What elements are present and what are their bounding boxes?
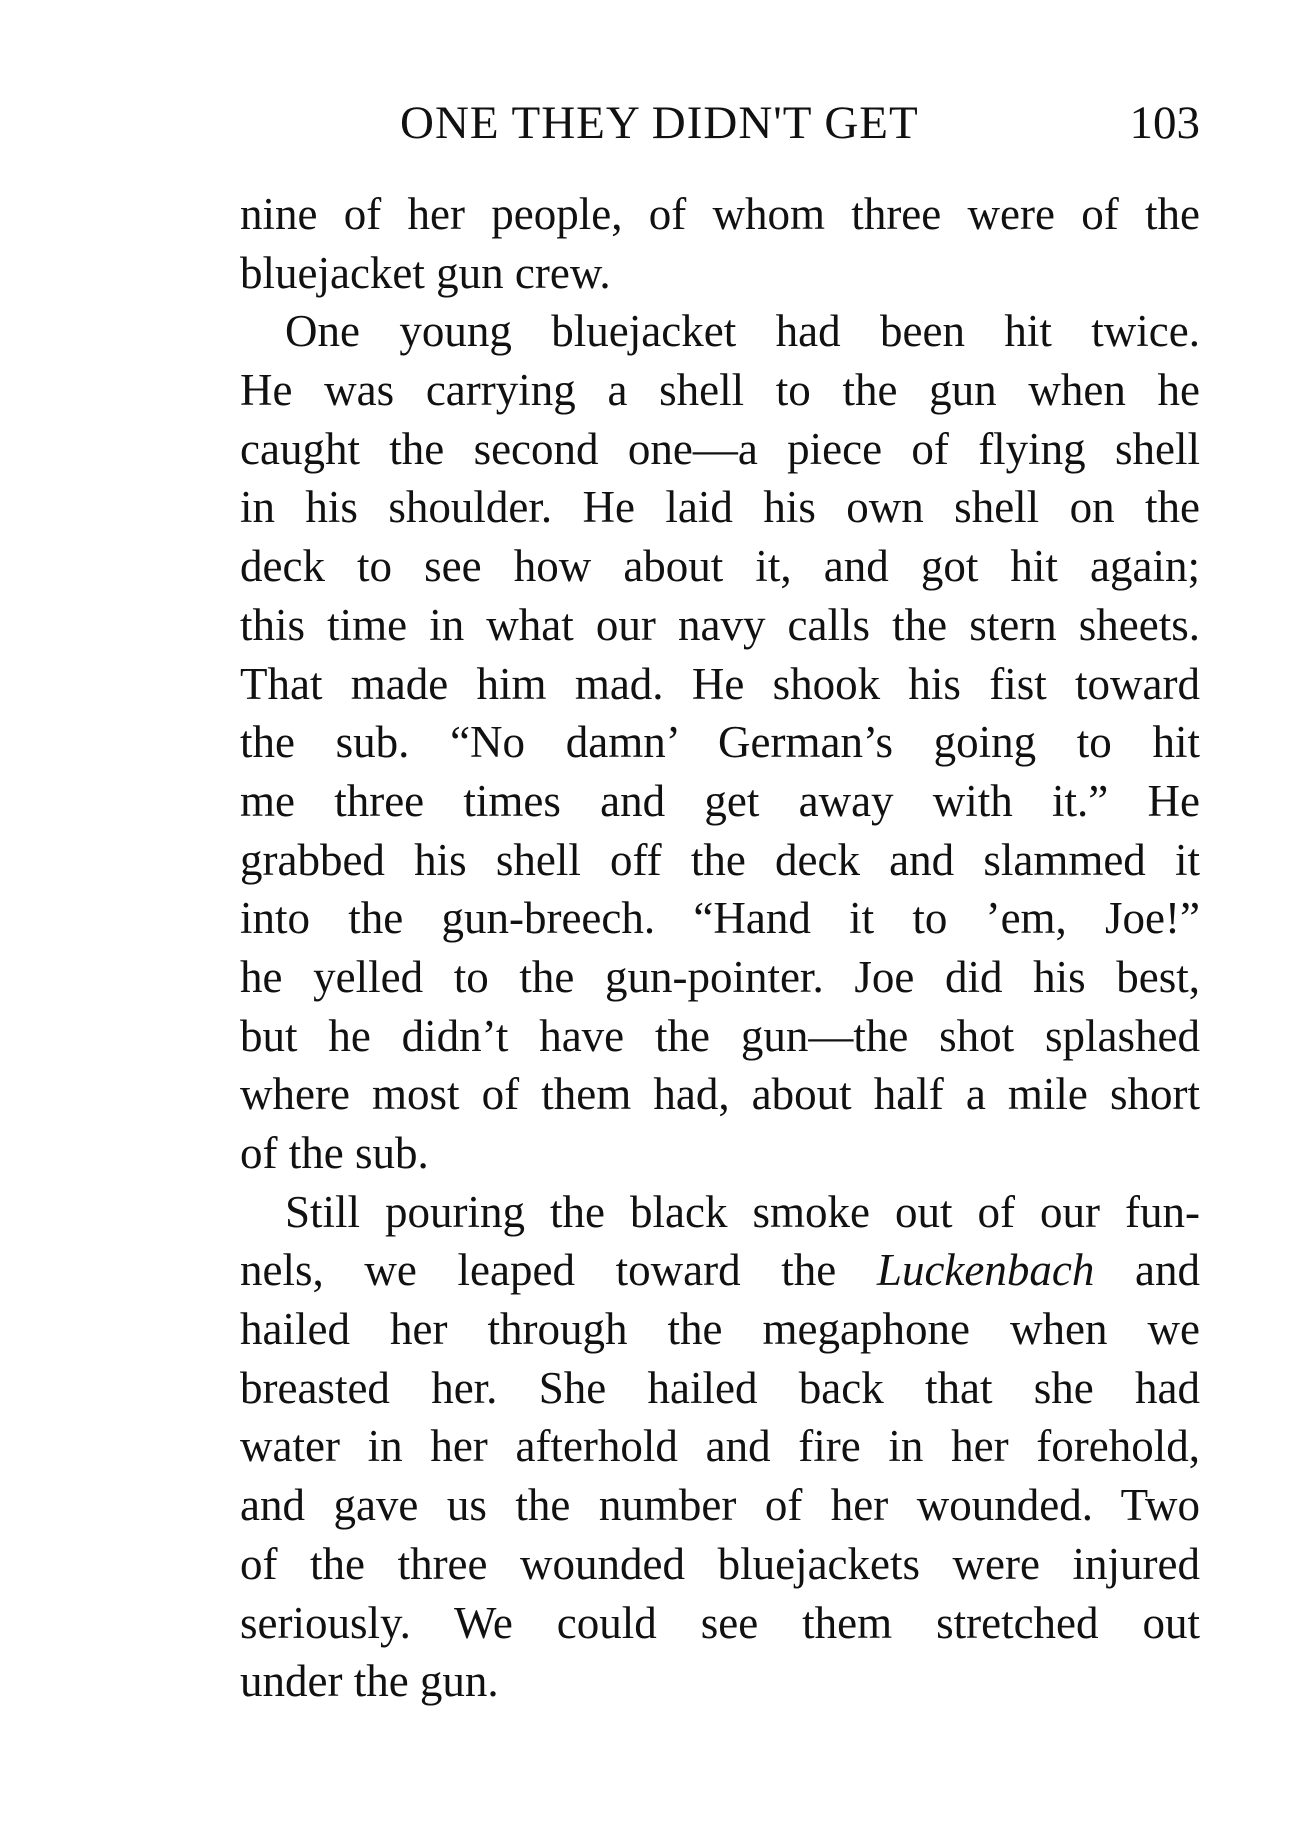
text-line: hailed her through the megaphone when we [240,1304,1200,1355]
paragraph-3 [240,1183,1200,1711]
text-line: he yelled to the gun-pointer. Joe did his best, [240,951,1200,1002]
text-line: nine of her people, of whom three were of the [240,189,1200,239]
paragraph-1 [240,185,1200,302]
text-line: Still pouring the black smoke out of our fun- [285,1186,1200,1237]
page-number: 103 [1129,97,1200,149]
text-line: under the gun. [240,1656,499,1707]
text-line: bluejacket gun crew. [240,247,611,298]
paragraph-2 [240,302,1200,1182]
text-line: the sub. “No damn’ German’s going to hit [240,717,1200,768]
text-line: caught the second one—a piece of flying shell [240,423,1200,474]
text-line: One young bluejacket had been hit twice. [285,306,1200,357]
text-line: He was carrying a shell to the gun when he [240,365,1200,416]
text-line: this time in what our navy calls the stern sheets. [240,599,1200,650]
text-line: where most of them had, about half a mile short [240,1069,1200,1120]
text-line: That made him mad. He shook his fist toward [240,658,1200,709]
text-line: and gave us the number of her wounded. Two [240,1480,1200,1531]
text-line: water in her afterhold and fire in her forehold, [240,1421,1200,1472]
text-line: nels, we leaped toward the Luckenbach and [240,1245,1200,1296]
text-line: breasted her. She hailed back that she had [240,1362,1200,1413]
text-line: of the three wounded bluejackets were injured [240,1538,1200,1589]
text-line: into the gun-breech. “Hand it to ’em, Joe!” [240,893,1200,944]
running-head [240,96,1200,156]
ship-name: Luckenbach [876,1245,1095,1296]
text-line: of the sub. [240,1128,429,1178]
text-line: seriously. We could see them stretched out [240,1597,1200,1648]
running-title: ONE THEY DIDN'T GET [400,97,919,149]
text-line: me three times and get away with it.” He [240,775,1200,826]
body-text [240,185,1200,1711]
text-line: grabbed his shell off the deck and slammed it [240,834,1200,885]
text-line: deck to see how about it, and got hit again; [240,541,1200,592]
text-line: but he didn’t have the gun—the shot splashed [240,1010,1200,1061]
text-line: in his shoulder. He laid his own shell on the [240,482,1200,533]
